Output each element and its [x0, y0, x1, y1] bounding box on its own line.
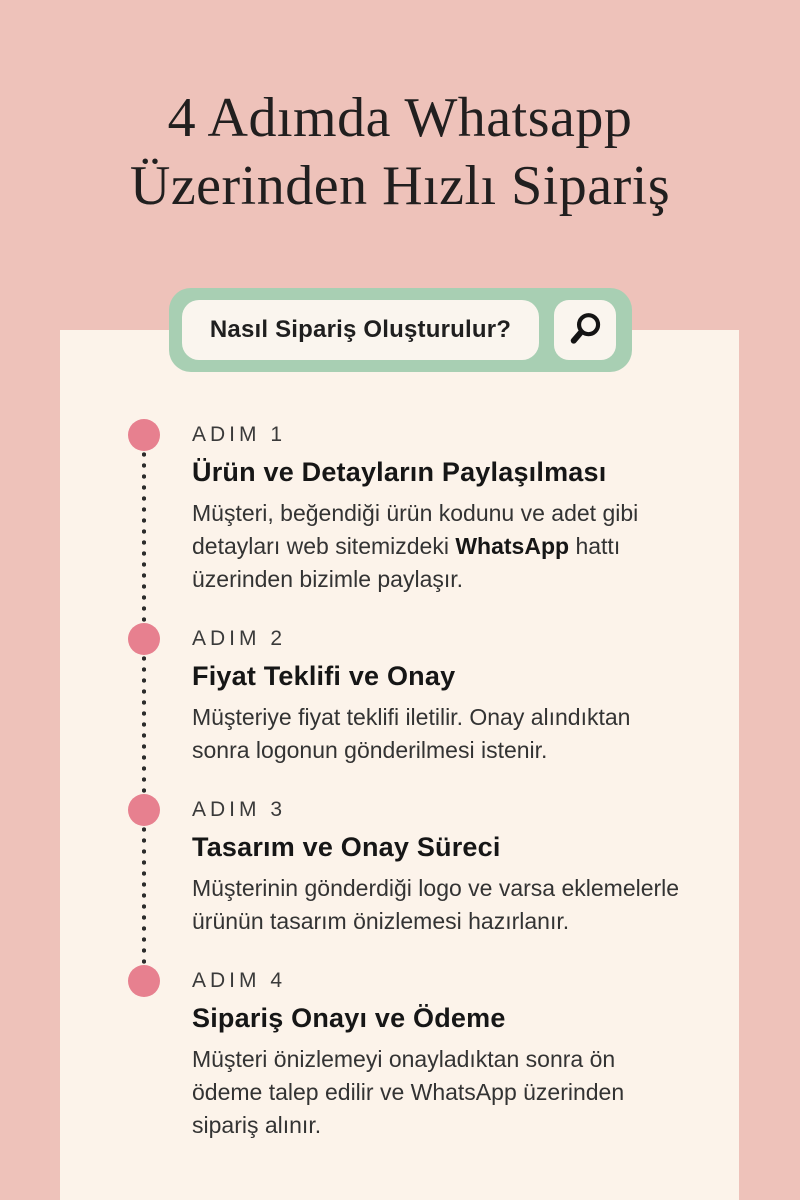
- timeline-step: [192, 626, 703, 767]
- step-body-text: Müşteri, beğendiği ürün kodunu ve adet gibi: [192, 500, 639, 526]
- step-body-text: ürünün tasarım önizlemesi hazırlanır.: [192, 908, 570, 934]
- step-label: ADIM 1: [192, 423, 287, 446]
- timeline-step: [192, 968, 703, 1142]
- step-body-text: detayları web sitemizdeki: [192, 533, 456, 559]
- search-query-text: Nasıl Sipariş Oluşturulur?: [209, 316, 512, 343]
- dotted-connector-icon: [142, 813, 146, 981]
- step-heading: Tasarım ve Onay Süreci: [192, 832, 501, 862]
- step-heading: Fiyat Teklifi ve Onay: [192, 661, 456, 691]
- step-body: [192, 1043, 703, 1142]
- step-body-bold-text: WhatsApp: [455, 533, 570, 559]
- step-label: ADIM 2: [192, 627, 287, 650]
- step-body: [192, 872, 703, 938]
- search-input[interactable]: [182, 300, 539, 360]
- step-dot-icon: [128, 794, 160, 826]
- timeline-step: [192, 422, 703, 596]
- timeline-step: [192, 797, 703, 938]
- step-heading: Sipariş Onayı ve Ödeme: [192, 1003, 506, 1033]
- content-panel: [60, 330, 739, 1200]
- step-body: [192, 497, 703, 596]
- step-body-text: Müşterinin gönderdiği logo ve varsa eklemelerle: [192, 875, 680, 901]
- step-heading: Ürün ve Detayların Paylaşılması: [192, 457, 607, 487]
- step-label: ADIM 3: [192, 798, 287, 821]
- dotted-connector-icon: [142, 642, 146, 810]
- dotted-connector-icon: [142, 438, 146, 639]
- step-body-text: hattı: [569, 533, 621, 559]
- search-button[interactable]: [554, 300, 616, 360]
- step-body-text: sonra logonun gönderilmesi istenir.: [192, 737, 548, 763]
- title-line-2: Üzerinden Hızlı Sipariş: [129, 155, 671, 217]
- page-title: [0, 84, 800, 220]
- step-label: ADIM 4: [192, 969, 287, 992]
- step-dot-icon: [128, 623, 160, 655]
- step-dot-icon: [128, 419, 160, 451]
- step-body-text: Müşteri önizlemeyi onayladıktan sonra ön: [192, 1046, 616, 1072]
- step-body-text: Müşteriye fiyat teklifi iletilir. Onay alındıktan: [192, 704, 631, 730]
- magnifier-icon: [566, 311, 604, 349]
- timeline: [60, 330, 739, 1172]
- step-body-text: ödeme talep edilir ve WhatsApp üzerinden: [192, 1079, 625, 1105]
- step-body: [192, 701, 703, 767]
- step-body-text: sipariş alınır.: [192, 1112, 322, 1138]
- search-bar: [169, 288, 632, 372]
- step-dot-icon: [128, 965, 160, 997]
- title-line-1: 4 Adımda Whatsapp: [167, 87, 633, 149]
- step-body-text: üzerinden bizimle paylaşır.: [192, 566, 464, 592]
